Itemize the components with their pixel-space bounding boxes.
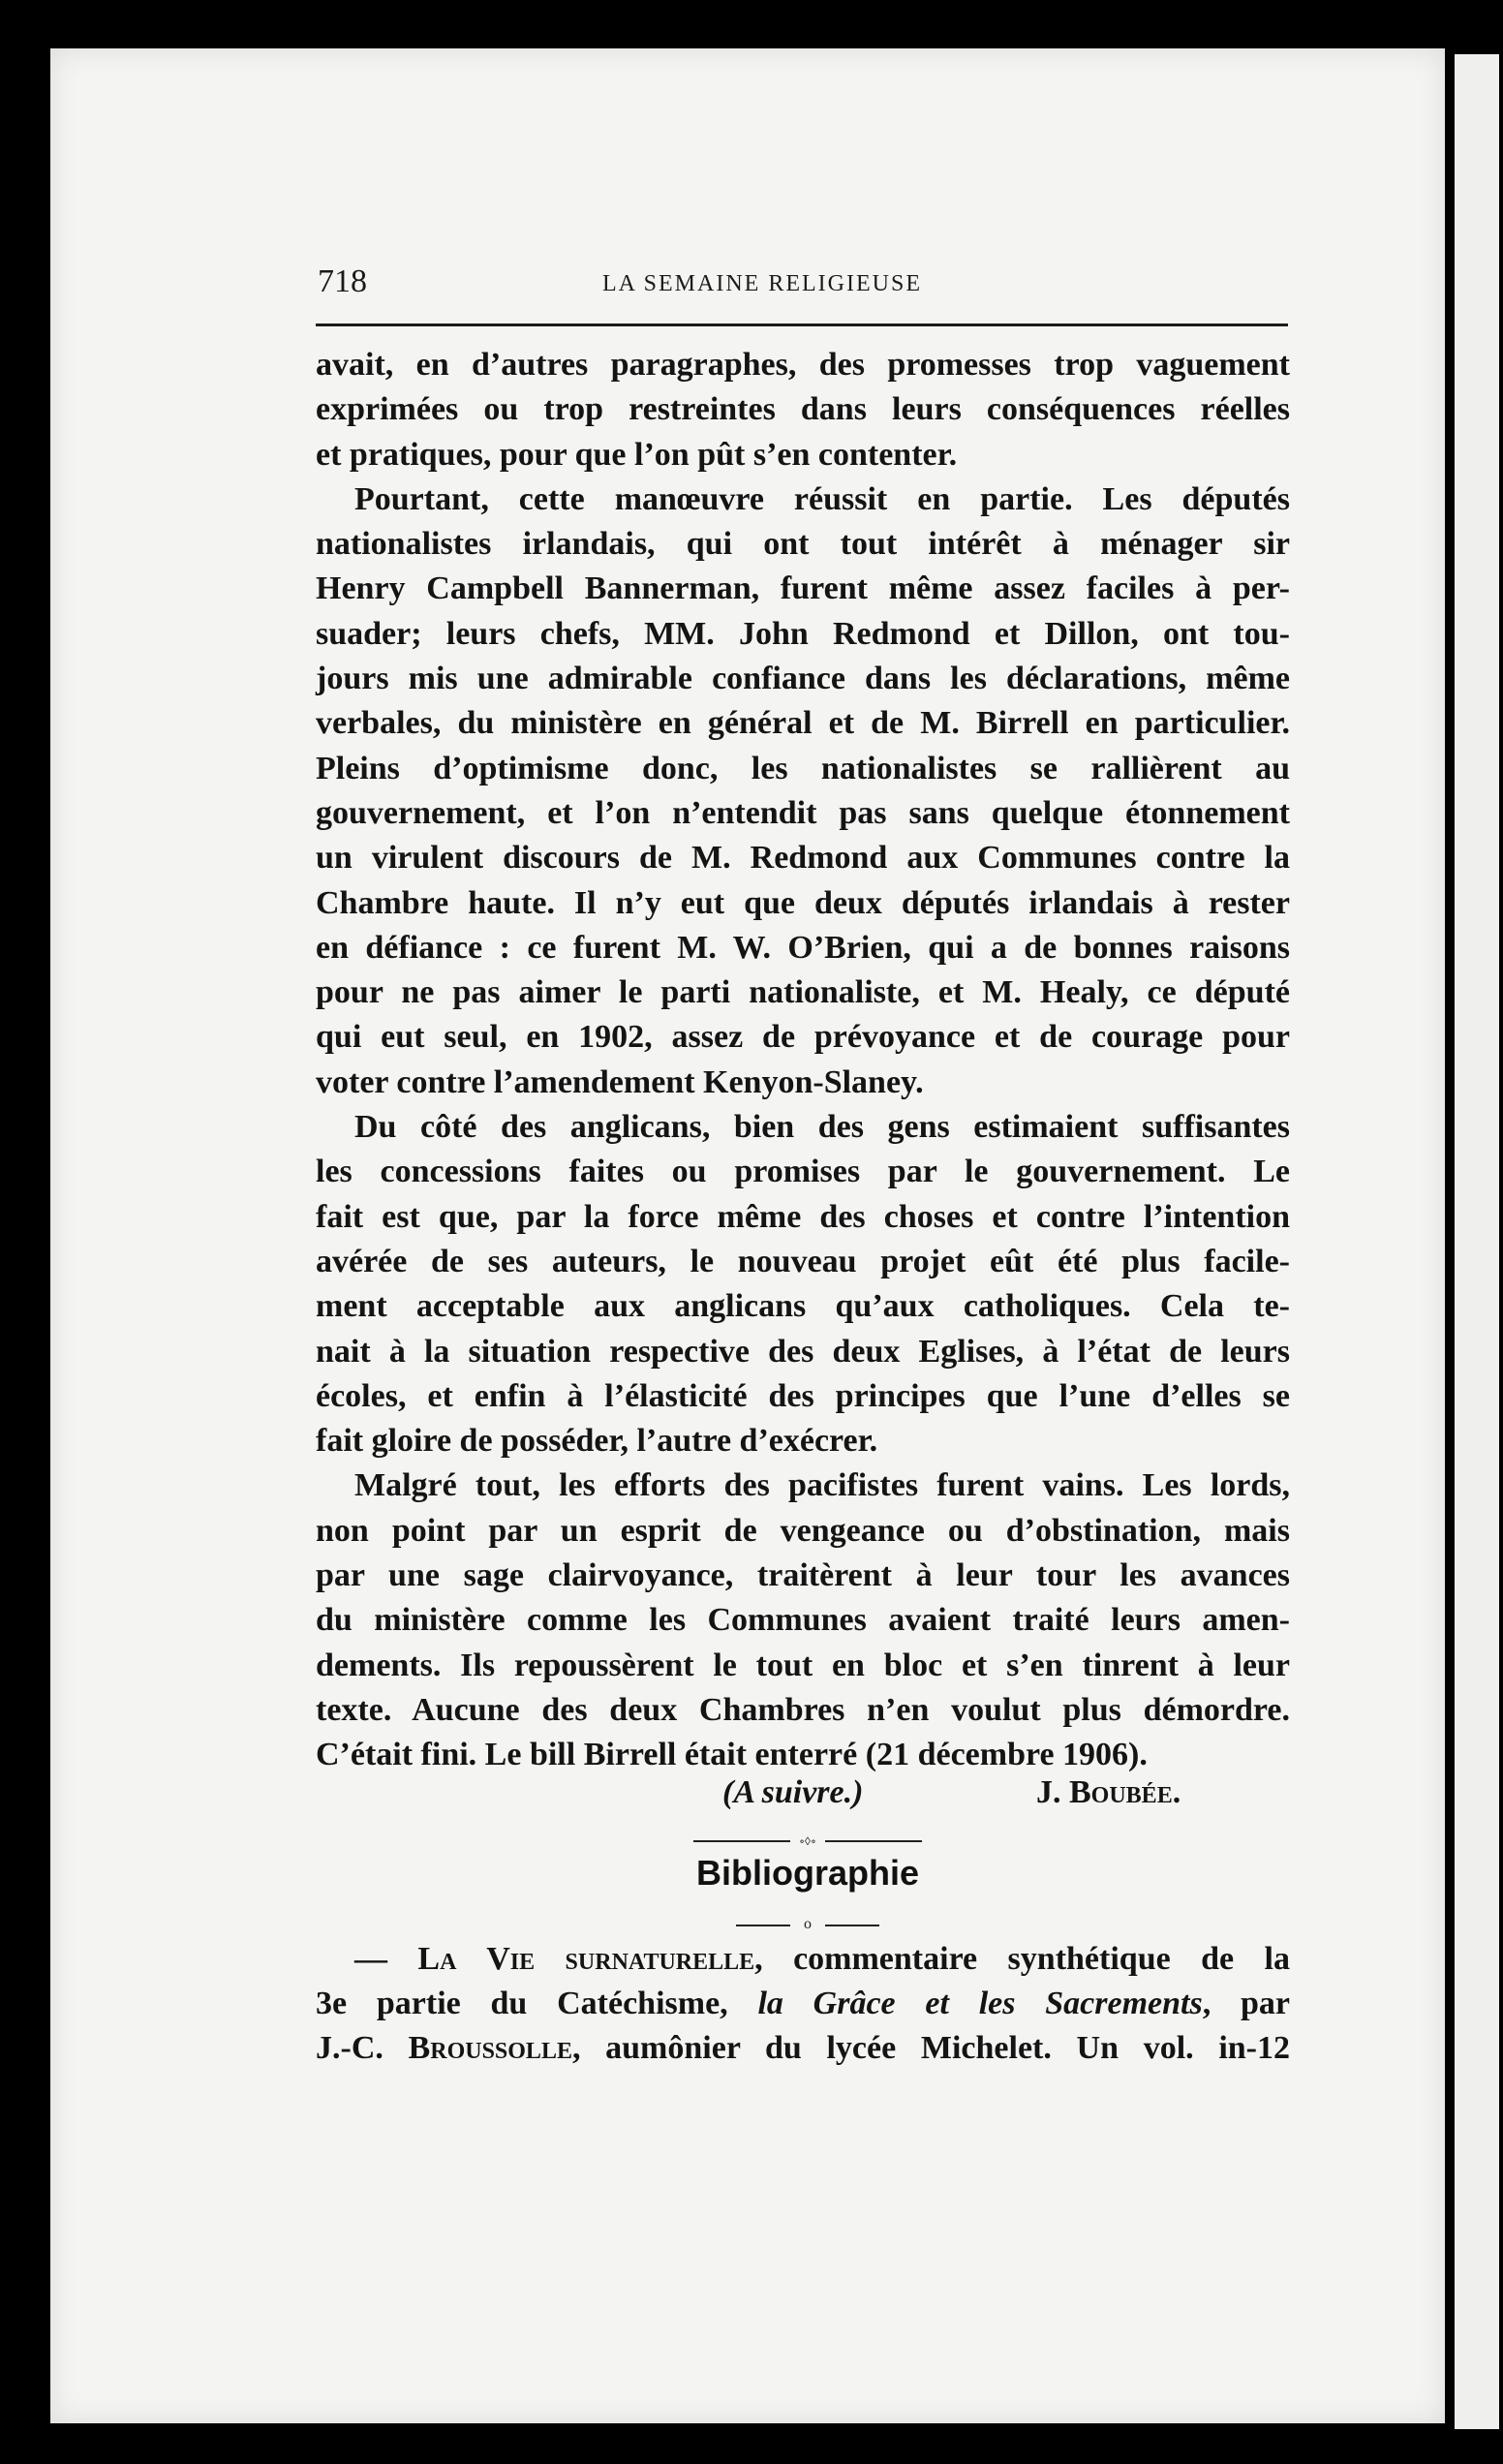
text-line: gouvernement, et l’on n’entendit pas sans quelque étonnement [316,794,1290,831]
text-line: suader; leurs chefs, MM. John Redmond et Dillon, ont tou- [316,615,1290,652]
text-line: en défiance : ce furent M. W. O’Brien, qui a de bonnes raisons [316,929,1290,966]
text-line: du ministère comme les Communes avaient traité leurs amen- [316,1602,1290,1639]
text-line: Du côté des anglicans, bien des gens estimaient suffisantes [354,1109,1290,1146]
section-divider [736,1918,879,1931]
text-line: verbales, du ministère en général et de M. Birrell en particulier. [316,705,1290,742]
paragraph-4 [316,1463,1290,1777]
text-line [316,2026,1290,2071]
bibliography-paragraph [316,1937,1290,2071]
page-header [318,263,1288,306]
text-line: C’était fini. Le bill Birrell était enterré (21 décembre 1906). [316,1737,1148,1773]
divider-bar-left [736,1925,790,1926]
text-line: Malgré tout, les efforts des pacifistes furent vains. Les lords, [354,1467,1290,1504]
author-name: J. Boubée. [1036,1774,1181,1810]
text-line: texte. Aucune des deux Chambres n’en voulut plus démordre. [316,1691,1290,1728]
text-segment: 3e partie du Catéchisme, [316,1986,758,2021]
book-subtitle: la Grâce et les Sacrements [757,1986,1203,2021]
text-line: écoles, et enfin à l’élasticité des principes que l’une d’elles se [316,1377,1290,1414]
text-line: fait gloire de posséder, l’autre d’exécrer. [316,1423,878,1460]
paragraph-3 [316,1105,1290,1463]
header-rule [316,323,1288,326]
text-line: exprimées ou trop restreintes dans leurs conséquences réelles [316,391,1290,428]
text-segment: , par [1202,1986,1290,2021]
divider-bar-right [825,1925,879,1926]
text-line: nait à la situation respective des deux Eglises, à l’état de leurs [316,1333,1290,1370]
text-line: les concessions faites ou promises par le gouvernement. Le [316,1154,1290,1190]
text-line: avérée de ses auteurs, le nouveau projet eût été plus facile- [316,1243,1290,1279]
text-line [316,1982,1290,2026]
book-title: La Vie surnaturelle [417,1941,755,1977]
ornament-bar-right [825,1840,922,1842]
next-page-edge [1455,54,1499,2429]
text-line: ment acceptable aux anglicans qu’aux catholiques. Cela te- [316,1288,1290,1325]
entry-dash: — [354,1941,418,1977]
section-ornament [693,1835,922,1847]
text-line: fait est que, par la force même des choses et contre l’intention [316,1198,1290,1235]
text-line: Henry Campbell Bannerman, furent même assez faciles à per- [316,570,1290,607]
text-segment: , commentaire synthétique de la [754,1941,1290,1977]
running-title: LA SEMAINE RELIGIEUSE [602,271,922,296]
section-title: Bibliographie [695,1853,919,1893]
text-line: pour ne pas aimer le parti nationaliste, et M. Healy, ce député [316,974,1290,1011]
text-line: et pratiques, pour que l’on pût s’en contenter. [316,436,958,473]
text-line: qui eut seul, en 1902, assez de prévoyance et de courage pour [316,1019,1290,1056]
text-line: Pourtant, cette manœuvre réussit en partie. Les députés [354,480,1290,517]
text-line: non point par un esprit de vengeance ou d’obstination, mais [316,1512,1290,1549]
text-line: dements. Ils repoussèrent le tout en bloc et s’en tinrent à leur [316,1647,1290,1683]
text-line: jours mis une admirable confiance dans les déclarations, même [316,661,1290,697]
bibliography-entry [316,1937,1290,2071]
to-be-continued-note: (A suivre.) [722,1774,864,1810]
text-line: Pleins d’optimisme donc, les nationalistes se rallièrent au [316,750,1290,786]
text-segment: , aumônier du lycée Michelet. Un vol. in-12 [571,2030,1291,2066]
book-author: J.-C. Broussolle [316,2030,572,2066]
ornament-glyph: ∘◊∘ [799,1834,816,1848]
page-number: 718 [318,263,367,299]
ornament-bar-left [693,1840,790,1842]
paragraph-1 [316,343,1290,477]
article-body [316,343,1290,1778]
text-line [316,1937,1290,1982]
paragraph-2 [316,477,1290,1105]
text-line: nationalistes irlandais, qui ont tout intérêt à ménager sir [316,526,1290,563]
text-line: voter contre l’amendement Kenyon-Slaney. [316,1063,924,1100]
text-line: par une sage clairvoyance, traitèrent à leur tour les avances [316,1557,1290,1594]
text-line: un virulent discours de M. Redmond aux Communes contre la [316,840,1290,877]
text-line: avait, en d’autres paragraphes, des promesses trop vaguement [316,347,1290,383]
text-line: Chambre haute. Il n’y eut que deux députés irlandais à rester [316,884,1290,921]
divider-mark: o [804,1916,812,1932]
